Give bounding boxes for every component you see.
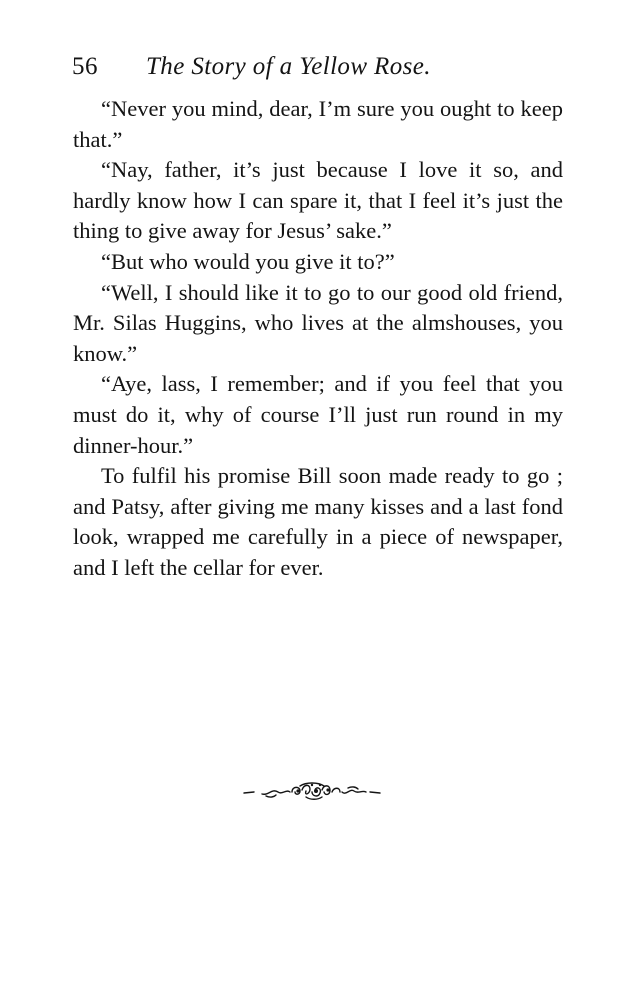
- running-title: The Story of a Yellow Rose.: [146, 53, 431, 80]
- tailpiece-ornament-icon: [240, 780, 385, 802]
- body-text: [73, 94, 563, 584]
- page-number: 56: [72, 53, 98, 80]
- paragraph: To fulfil his promise Bill soon made ready to go ; and Patsy, after giving me many kisses and a last fond look, wrapped me carefully in a piece of newspaper, and I left the cellar for ever.: [73, 463, 563, 580]
- paragraph: “Nay, father, it’s just because I love it so, and hardly know how I can spare it, that I feel it’s just the thing to give away for Jesus’ sake.”: [73, 157, 563, 244]
- running-head: [72, 50, 572, 84]
- paragraph: “Aye, lass, I remember; and if you feel that you must do it, why of course I’ll just run round in my dinner-hour.”: [73, 371, 563, 458]
- paragraph: “Well, I should like it to go to our good old friend, Mr. Silas Huggins, who lives at the almshouses, you know.”: [73, 279, 563, 366]
- paragraph: “Never you mind, dear, I’m sure you ought to keep that.”: [73, 96, 563, 152]
- paragraph: “But who would you give it to?”: [101, 248, 395, 274]
